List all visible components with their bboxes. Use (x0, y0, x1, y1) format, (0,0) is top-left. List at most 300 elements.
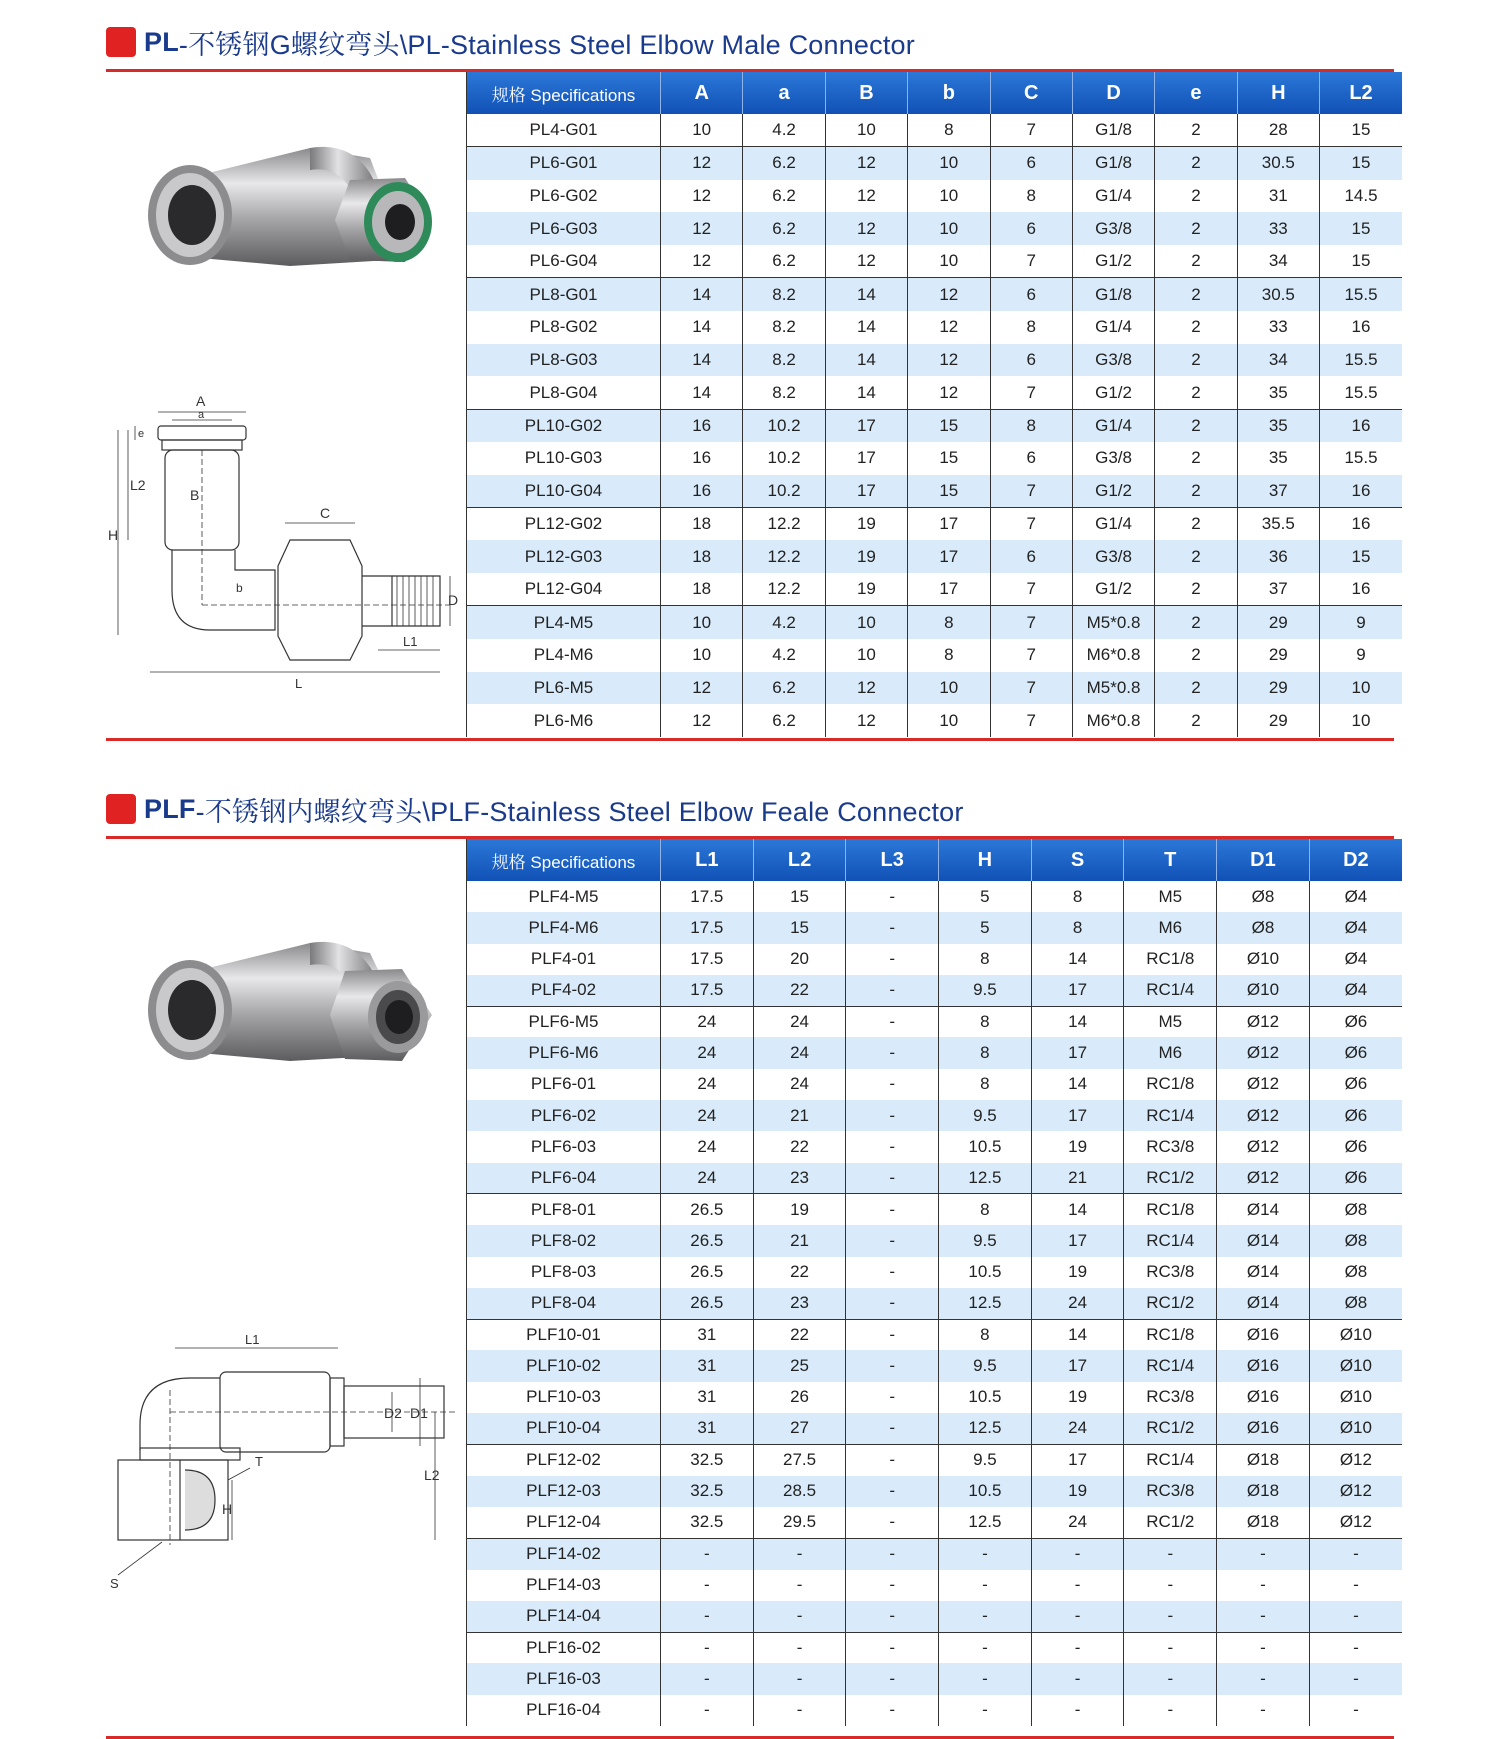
value-cell: 2 (1155, 376, 1237, 409)
value-cell: 35 (1237, 409, 1319, 442)
dim-label-l2: L2 (130, 477, 146, 493)
value-cell: RC1/2 (1124, 1163, 1217, 1194)
value-cell: - (753, 1663, 846, 1694)
value-cell: 2 (1155, 672, 1237, 705)
value-cell: RC1/4 (1124, 1444, 1217, 1475)
value-cell: 28 (1237, 114, 1319, 147)
table-row (467, 1350, 1403, 1381)
value-cell: RC1/4 (1124, 1350, 1217, 1381)
value-cell: - (1217, 1695, 1310, 1726)
value-cell: Ø6 (1309, 1006, 1402, 1037)
value-cell: 17 (1031, 1225, 1124, 1256)
value-cell: 9 (1320, 606, 1403, 639)
model-cell: PLF12-02 (467, 1444, 661, 1475)
value-cell: 8 (908, 606, 990, 639)
value-cell: Ø8 (1217, 912, 1310, 943)
value-cell: RC3/8 (1124, 1382, 1217, 1413)
value-cell: 10 (908, 147, 990, 180)
value-cell: - (846, 1632, 939, 1663)
value-cell: - (939, 1570, 1032, 1601)
value-cell: 16 (661, 475, 743, 508)
col-header-d2: D2 (1309, 839, 1402, 881)
col-header-h: H (1237, 72, 1319, 114)
pl-dimension-drawing (110, 390, 470, 690)
value-cell: 8 (990, 409, 1072, 442)
value-cell: 7 (990, 114, 1072, 147)
value-cell: G1/2 (1072, 376, 1154, 409)
value-cell: - (846, 944, 939, 975)
value-cell: 14 (825, 311, 907, 344)
table-row (467, 975, 1403, 1006)
model-cell: PL12-G02 (467, 508, 661, 541)
col-header-l3: L3 (846, 839, 939, 881)
value-cell: 28.5 (753, 1476, 846, 1507)
value-cell: - (846, 1100, 939, 1131)
value-cell: 5 (939, 881, 1032, 912)
value-cell: M5*0.8 (1072, 606, 1154, 639)
value-cell: 10.5 (939, 1257, 1032, 1288)
table-row (467, 1163, 1403, 1194)
value-cell: - (1124, 1601, 1217, 1632)
table-row (467, 912, 1403, 943)
dim-label-s: S (110, 1576, 119, 1591)
col-header-d: D (1072, 72, 1154, 114)
value-cell: 16 (1320, 573, 1403, 606)
value-cell: 4.2 (743, 114, 825, 147)
value-cell: - (1031, 1695, 1124, 1726)
value-cell: 6 (990, 344, 1072, 377)
value-cell: - (939, 1538, 1032, 1569)
model-cell: PLF4-02 (467, 975, 661, 1006)
model-cell: PL4-M6 (467, 639, 661, 672)
value-cell: 2 (1155, 114, 1237, 147)
value-cell: 7 (990, 376, 1072, 409)
value-cell: 8 (1031, 912, 1124, 943)
dim-label-a-upper: A (196, 393, 206, 409)
value-cell: 12.2 (743, 508, 825, 541)
model-cell: PL6-G02 (467, 180, 661, 213)
value-cell: 8.2 (743, 278, 825, 311)
dim-label-l: L (295, 676, 303, 691)
value-cell: 21 (1031, 1163, 1124, 1194)
value-cell: 19 (1031, 1257, 1124, 1288)
value-cell: 15 (753, 881, 846, 912)
value-cell: 12 (908, 344, 990, 377)
value-cell: 12 (661, 245, 743, 278)
table-row (467, 1131, 1403, 1162)
section-title-code: PL (144, 26, 179, 57)
value-cell: 6 (990, 147, 1072, 180)
value-cell: Ø12 (1217, 1006, 1310, 1037)
value-cell: Ø10 (1309, 1319, 1402, 1350)
value-cell: - (846, 1570, 939, 1601)
value-cell: 2 (1155, 311, 1237, 344)
value-cell: 8.2 (743, 311, 825, 344)
value-cell: G3/8 (1072, 540, 1154, 573)
value-cell: 17 (908, 540, 990, 573)
model-cell: PL6-G04 (467, 245, 661, 278)
section-marker-icon (106, 794, 136, 824)
model-cell: PL10-G03 (467, 442, 661, 475)
value-cell: 8 (939, 1037, 1032, 1068)
model-cell: PLF8-01 (467, 1194, 661, 1225)
value-cell: 12 (825, 147, 907, 180)
table-row (467, 1444, 1403, 1475)
value-cell: Ø14 (1217, 1225, 1310, 1256)
table-row (467, 1319, 1403, 1350)
value-cell: Ø14 (1217, 1194, 1310, 1225)
value-cell: RC1/2 (1124, 1288, 1217, 1319)
value-cell: Ø4 (1309, 881, 1402, 912)
value-cell: 2 (1155, 344, 1237, 377)
value-cell: 8 (939, 944, 1032, 975)
value-cell: - (1031, 1570, 1124, 1601)
model-cell: PL8-G04 (467, 376, 661, 409)
value-cell: 24 (753, 1069, 846, 1100)
model-cell: PL10-G04 (467, 475, 661, 508)
value-cell: - (846, 1538, 939, 1569)
value-cell: Ø10 (1309, 1350, 1402, 1381)
value-cell: 2 (1155, 245, 1237, 278)
value-cell: RC1/2 (1124, 1507, 1217, 1538)
value-cell: 10.2 (743, 475, 825, 508)
value-cell: 14 (1031, 1319, 1124, 1350)
value-cell: Ø4 (1309, 975, 1402, 1006)
value-cell: 15 (1320, 212, 1403, 245)
value-cell: Ø12 (1309, 1476, 1402, 1507)
value-cell: 8 (908, 114, 990, 147)
value-cell: 12.5 (939, 1507, 1032, 1538)
value-cell: 10 (825, 606, 907, 639)
value-cell: M5 (1124, 881, 1217, 912)
value-cell: 24 (661, 1131, 754, 1162)
model-cell: PLF10-04 (467, 1413, 661, 1444)
value-cell: 12.5 (939, 1288, 1032, 1319)
table-row (467, 114, 1403, 147)
value-cell: 14 (661, 311, 743, 344)
value-cell: Ø18 (1217, 1476, 1310, 1507)
value-cell: 30.5 (1237, 147, 1319, 180)
value-cell: 16 (1320, 311, 1403, 344)
value-cell: - (1309, 1601, 1402, 1632)
value-cell: RC1/8 (1124, 944, 1217, 975)
value-cell: 24 (661, 1006, 754, 1037)
value-cell: 15 (1320, 540, 1403, 573)
value-cell: Ø12 (1217, 1069, 1310, 1100)
value-cell: 15.5 (1320, 278, 1403, 311)
value-cell: 24 (661, 1037, 754, 1068)
value-cell: - (1309, 1538, 1402, 1569)
value-cell: 10 (908, 672, 990, 705)
model-cell: PLF14-04 (467, 1601, 661, 1632)
value-cell: 6.2 (743, 180, 825, 213)
value-cell: RC1/4 (1124, 1225, 1217, 1256)
value-cell: 6.2 (743, 704, 825, 737)
value-cell: - (1124, 1632, 1217, 1663)
value-cell: - (846, 1444, 939, 1475)
value-cell: 18 (661, 573, 743, 606)
value-cell: 14 (1031, 1194, 1124, 1225)
value-cell: 8 (939, 1319, 1032, 1350)
col-header-t: T (1124, 839, 1217, 881)
value-cell: 9.5 (939, 1225, 1032, 1256)
value-cell: 12 (825, 245, 907, 278)
value-cell: G1/8 (1072, 147, 1154, 180)
value-cell: RC3/8 (1124, 1131, 1217, 1162)
table-row (467, 944, 1403, 975)
value-cell: - (846, 1507, 939, 1538)
value-cell: RC1/8 (1124, 1194, 1217, 1225)
value-cell: - (661, 1663, 754, 1694)
model-cell: PLF6-04 (467, 1163, 661, 1194)
table-row (467, 1194, 1403, 1225)
value-cell: 10.5 (939, 1131, 1032, 1162)
model-cell: PLF8-03 (467, 1257, 661, 1288)
model-cell: PL8-G03 (467, 344, 661, 377)
value-cell: 19 (1031, 1382, 1124, 1413)
value-cell: 17 (1031, 1100, 1124, 1131)
value-cell: - (846, 1382, 939, 1413)
value-cell: 4.2 (743, 639, 825, 672)
dim-label-l1: L1 (403, 634, 418, 649)
value-cell: - (846, 1663, 939, 1694)
dim-label-t: T (255, 1454, 263, 1469)
model-cell: PLF4-M5 (467, 881, 661, 912)
value-cell: 17 (1031, 1350, 1124, 1381)
value-cell: RC1/8 (1124, 1319, 1217, 1350)
value-cell: 10 (908, 212, 990, 245)
value-cell: 24 (1031, 1288, 1124, 1319)
value-cell: 17 (825, 442, 907, 475)
value-cell: - (846, 1194, 939, 1225)
section-title-plf (106, 788, 964, 830)
value-cell: 7 (990, 245, 1072, 278)
value-cell: 15 (1320, 245, 1403, 278)
value-cell: 2 (1155, 540, 1237, 573)
value-cell: 10 (661, 606, 743, 639)
value-cell: G1/2 (1072, 475, 1154, 508)
value-cell: - (846, 1006, 939, 1037)
value-cell: 12 (661, 180, 743, 213)
value-cell: - (753, 1695, 846, 1726)
model-cell: PLF12-04 (467, 1507, 661, 1538)
value-cell: 35 (1237, 376, 1319, 409)
table-row (467, 704, 1403, 737)
table-row (467, 573, 1403, 606)
value-cell: 9.5 (939, 1100, 1032, 1131)
value-cell: 26.5 (661, 1257, 754, 1288)
value-cell: 7 (990, 672, 1072, 705)
value-cell: 10 (908, 704, 990, 737)
section-title-code: PLF (144, 793, 196, 824)
value-cell: 26.5 (661, 1225, 754, 1256)
value-cell: 24 (661, 1100, 754, 1131)
pl-spec-table (466, 72, 1402, 737)
value-cell: 34 (1237, 245, 1319, 278)
value-cell: 16 (1320, 409, 1403, 442)
value-cell: 4.2 (743, 606, 825, 639)
value-cell: 24 (661, 1069, 754, 1100)
value-cell: - (939, 1663, 1032, 1694)
value-cell: - (939, 1632, 1032, 1663)
value-cell: 2 (1155, 606, 1237, 639)
value-cell: M6*0.8 (1072, 704, 1154, 737)
dim-label-h: H (108, 527, 119, 543)
value-cell: G1/4 (1072, 409, 1154, 442)
value-cell: 36 (1237, 540, 1319, 573)
table-row (467, 1037, 1403, 1068)
value-cell: 6.2 (743, 147, 825, 180)
value-cell: 30.5 (1237, 278, 1319, 311)
model-cell: PL6-M5 (467, 672, 661, 705)
value-cell: - (846, 881, 939, 912)
col-header-s: S (1031, 839, 1124, 881)
dim-label-e: e (138, 428, 145, 440)
value-cell: 12 (825, 180, 907, 213)
value-cell: 21 (753, 1225, 846, 1256)
value-cell: 15 (908, 475, 990, 508)
value-cell: 8.2 (743, 376, 825, 409)
value-cell: 17.5 (661, 912, 754, 943)
value-cell: 12 (908, 311, 990, 344)
model-cell: PLF10-03 (467, 1382, 661, 1413)
col-header-l1: L1 (661, 839, 754, 881)
value-cell: RC1/8 (1124, 1069, 1217, 1100)
value-cell: 17 (1031, 975, 1124, 1006)
value-cell: Ø10 (1309, 1382, 1402, 1413)
col-header-l2: L2 (753, 839, 846, 881)
value-cell: 8 (939, 1194, 1032, 1225)
dim-label-c: C (320, 505, 331, 521)
value-cell: - (846, 1163, 939, 1194)
value-cell: Ø8 (1309, 1225, 1402, 1256)
value-cell: 10.5 (939, 1476, 1032, 1507)
model-cell: PLF14-02 (467, 1538, 661, 1569)
value-cell: 7 (990, 704, 1072, 737)
value-cell: - (753, 1632, 846, 1663)
value-cell: - (846, 1288, 939, 1319)
value-cell: - (1217, 1632, 1310, 1663)
value-cell: 2 (1155, 442, 1237, 475)
value-cell: 6 (990, 278, 1072, 311)
table-row (467, 278, 1403, 311)
value-cell: 14 (825, 278, 907, 311)
value-cell: - (661, 1570, 754, 1601)
model-cell: PLF6-03 (467, 1131, 661, 1162)
value-cell: 12.2 (743, 540, 825, 573)
model-cell: PLF16-03 (467, 1663, 661, 1694)
value-cell: 12 (661, 147, 743, 180)
table-row (467, 180, 1403, 213)
value-cell: 37 (1237, 573, 1319, 606)
value-cell: - (1217, 1570, 1310, 1601)
value-cell: RC1/4 (1124, 1100, 1217, 1131)
value-cell: 26.5 (661, 1194, 754, 1225)
value-cell: Ø4 (1309, 944, 1402, 975)
value-cell: 7 (990, 639, 1072, 672)
value-cell: - (846, 1350, 939, 1381)
table-row (467, 1507, 1403, 1538)
value-cell: 31 (661, 1413, 754, 1444)
value-cell: - (846, 1037, 939, 1068)
value-cell: 5 (939, 912, 1032, 943)
value-cell: 19 (1031, 1476, 1124, 1507)
model-cell: PL12-G04 (467, 573, 661, 606)
value-cell: G3/8 (1072, 442, 1154, 475)
value-cell: 12 (825, 672, 907, 705)
table-row (467, 1006, 1403, 1037)
table-row (467, 1288, 1403, 1319)
table-row (467, 1382, 1403, 1413)
table-row (467, 1632, 1403, 1663)
value-cell: 7 (990, 606, 1072, 639)
value-cell: 29 (1237, 704, 1319, 737)
value-cell: 9.5 (939, 1350, 1032, 1381)
value-cell: - (846, 912, 939, 943)
value-cell: 16 (661, 442, 743, 475)
value-cell: - (753, 1601, 846, 1632)
table-row (467, 1257, 1403, 1288)
col-header-specifications: 规格 Specifications (467, 839, 661, 881)
value-cell: 35 (1237, 442, 1319, 475)
value-cell: - (1124, 1663, 1217, 1694)
col-header-b: B (825, 72, 907, 114)
value-cell: - (846, 1695, 939, 1726)
value-cell: Ø8 (1309, 1194, 1402, 1225)
model-cell: PLF10-02 (467, 1350, 661, 1381)
value-cell: RC1/2 (1124, 1413, 1217, 1444)
value-cell: 8 (1031, 881, 1124, 912)
value-cell: - (846, 975, 939, 1006)
table-row (467, 1476, 1403, 1507)
value-cell: 10.2 (743, 409, 825, 442)
value-cell: - (846, 1257, 939, 1288)
dim-label-d1: D1 (410, 1405, 428, 1421)
value-cell: G3/8 (1072, 212, 1154, 245)
value-cell: 29 (1237, 639, 1319, 672)
value-cell: 22 (753, 1131, 846, 1162)
value-cell: - (1309, 1695, 1402, 1726)
model-cell: PL8-G01 (467, 278, 661, 311)
value-cell: 10 (1320, 704, 1403, 737)
col-header-c: C (990, 72, 1072, 114)
value-cell: 15.5 (1320, 376, 1403, 409)
value-cell: 6.2 (743, 245, 825, 278)
value-cell: 17.5 (661, 975, 754, 1006)
table-row (467, 1069, 1403, 1100)
value-cell: 2 (1155, 409, 1237, 442)
table-row (467, 409, 1403, 442)
model-cell: PLF14-03 (467, 1570, 661, 1601)
value-cell: 17 (908, 508, 990, 541)
value-cell: 12 (661, 704, 743, 737)
value-cell: 15 (1320, 114, 1403, 147)
value-cell: - (1031, 1632, 1124, 1663)
value-cell: - (661, 1538, 754, 1569)
value-cell: 32.5 (661, 1476, 754, 1507)
value-cell: 10 (908, 245, 990, 278)
value-cell: 33 (1237, 311, 1319, 344)
value-cell: 12.5 (939, 1413, 1032, 1444)
value-cell: 12.2 (743, 573, 825, 606)
value-cell: 17 (1031, 1037, 1124, 1068)
value-cell: - (939, 1695, 1032, 1726)
dim-label-h: H (222, 1501, 233, 1517)
table-row (467, 540, 1403, 573)
value-cell: 7 (990, 573, 1072, 606)
value-cell: - (661, 1632, 754, 1663)
value-cell: 24 (753, 1037, 846, 1068)
